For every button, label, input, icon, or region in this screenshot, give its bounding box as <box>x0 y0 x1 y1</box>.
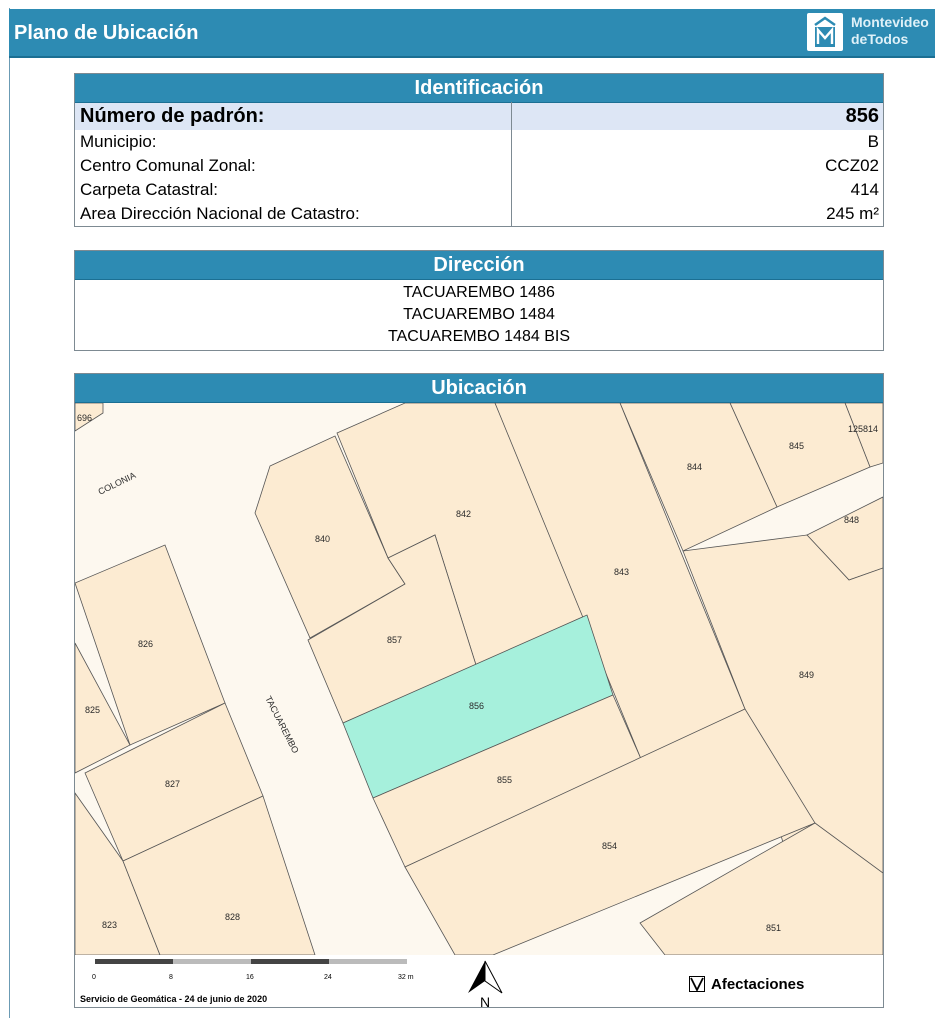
carpeta-label: Carpeta Catastral: <box>80 180 218 199</box>
lot-label-845: 845 <box>789 441 805 451</box>
lot-label-849: 849 <box>799 670 815 680</box>
cadastral-map[interactable] <box>75 403 883 955</box>
street-label-colonia: COLONIA <box>96 470 138 497</box>
municipio-row <box>75 130 883 154</box>
logo-line1: Montevideo <box>851 14 929 30</box>
scale-segment <box>251 959 329 964</box>
direccion-title: Dirección <box>75 251 883 280</box>
padron-value: 856 <box>845 105 879 127</box>
north-arrow-icon <box>463 957 513 1007</box>
carpeta-value: 414 <box>850 180 879 199</box>
scale-tick: 32 m <box>398 974 414 981</box>
lot-label-125814: 125814 <box>848 424 879 434</box>
municipio-value: B <box>867 132 879 151</box>
lot-label-828: 828 <box>225 912 241 922</box>
lot-label-696: 696 <box>77 413 93 423</box>
carpeta-row <box>75 178 883 202</box>
area-row <box>75 202 883 226</box>
scale-segment <box>173 959 251 964</box>
lot-label-825: 825 <box>85 705 101 715</box>
lot-label-848: 848 <box>844 515 860 525</box>
lot-label-842: 842 <box>456 509 472 519</box>
credit-text: Servicio de Geomática - 24 de junio de 2020 <box>80 994 268 1004</box>
area-value: 245 m² <box>826 204 879 223</box>
logo-line2: deTodos <box>851 31 909 47</box>
padron-row <box>75 103 883 130</box>
ubicacion-panel <box>74 373 884 956</box>
padron-label: Número de padrón: <box>80 105 265 127</box>
scale-tick: 0 <box>92 974 96 981</box>
map-footer <box>74 955 884 1008</box>
lot-label-843: 843 <box>614 567 630 577</box>
address-line: TACUAREMBO 1484 <box>403 306 555 323</box>
address-line: TACUAREMBO 1486 <box>403 284 555 301</box>
lot-label-826: 826 <box>138 639 154 649</box>
ccz-label: Centro Comunal Zonal: <box>80 156 256 175</box>
lot-label-823: 823 <box>102 920 118 930</box>
identificacion-panel <box>74 73 884 227</box>
map-svg <box>75 403 883 955</box>
afectaciones-legend-icon[interactable] <box>689 976 705 992</box>
street-label-tacuarembo: TACUAREMBO <box>263 694 301 755</box>
area-label: Area Dirección Nacional de Catastro: <box>80 204 360 223</box>
lot-label-827: 827 <box>165 779 181 789</box>
ccz-value: CCZ02 <box>825 156 879 175</box>
scale-bar <box>92 957 422 985</box>
municipio-label: Municipio: <box>80 132 157 151</box>
scale-tick: 24 <box>324 974 332 981</box>
ubicacion-title: Ubicación <box>75 374 883 403</box>
lot-label-854: 854 <box>602 841 618 851</box>
north-label: N <box>480 994 491 1007</box>
lot-label-857: 857 <box>387 635 403 645</box>
header-bar <box>9 9 935 58</box>
lot-label-844: 844 <box>687 462 703 472</box>
afectaciones-legend-label[interactable]: Afectaciones <box>711 976 805 993</box>
address-line: TACUAREMBO 1484 BIS <box>388 328 570 345</box>
lot-label-855: 855 <box>497 775 513 785</box>
logo-text <box>851 14 929 48</box>
scale-tick: 8 <box>169 974 173 981</box>
ccz-row <box>75 154 883 178</box>
direccion-panel <box>74 250 884 351</box>
scale-segment <box>329 959 407 964</box>
montevideo-logo-icon <box>807 13 843 51</box>
scale-segment <box>95 959 173 964</box>
identificacion-title: Identificación <box>75 74 883 103</box>
lot-label-851: 851 <box>766 923 782 933</box>
lot-label-840: 840 <box>315 534 331 544</box>
lot-label-856: 856 <box>469 701 485 711</box>
column-divider <box>511 102 512 226</box>
page-title: Plano de Ubicación <box>14 22 199 44</box>
scale-tick: 16 <box>246 974 254 981</box>
